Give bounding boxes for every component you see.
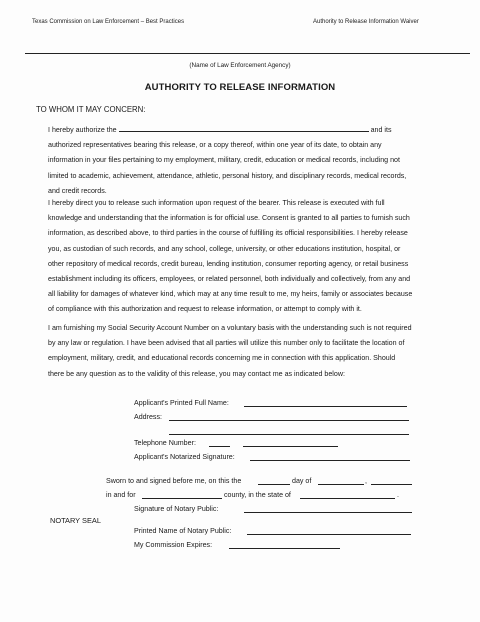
address-line-1 bbox=[169, 420, 409, 421]
agency-caption: (Name of Law Enforcement Agency) bbox=[189, 62, 291, 69]
telephone-area-line bbox=[209, 446, 230, 447]
day-of-text: day of bbox=[292, 477, 312, 485]
page-title: AUTHORITY TO RELEASE INFORMATION bbox=[144, 82, 336, 93]
paragraph-authorize bbox=[48, 123, 413, 199]
notary-seal-label: NOTARY SEAL bbox=[50, 516, 101, 525]
telephone-label: Telephone Number: bbox=[134, 439, 196, 447]
sworn-comma: , bbox=[365, 477, 367, 485]
authorize-rest: authorized representatives bearing this release, or a copy thereof, within one year of its date, to obtain any information in your files pertaining to my employment, military, credit, education or medical records, including not limited to academic, achievement, attendance, athletic, personal history, and disciplinary records, medical records, and credit records. bbox=[48, 141, 407, 195]
authorized-party-blank bbox=[119, 125, 369, 132]
applicant-signature-line bbox=[250, 460, 410, 461]
notary-printed-name-line bbox=[247, 534, 411, 535]
sworn-year-line bbox=[371, 484, 412, 485]
salutation: TO WHOM IT MAY CONCERN: bbox=[36, 105, 146, 114]
notary-signature-label: Signature of Notary Public: bbox=[134, 505, 219, 513]
applicant-name-label: Applicant's Printed Full Name: bbox=[134, 399, 229, 407]
notary-signature-line bbox=[244, 512, 412, 513]
in-and-for-text: in and for bbox=[106, 491, 136, 499]
address-label: Address: bbox=[134, 413, 162, 421]
header-right: Authority to Release Information Waiver bbox=[313, 19, 419, 25]
applicant-name-line bbox=[244, 406, 407, 407]
county-state-text: county, in the state of bbox=[224, 491, 291, 499]
sworn-month-line bbox=[318, 484, 364, 485]
state-line bbox=[300, 498, 395, 499]
commission-expires-label: My Commission Expires: bbox=[134, 541, 213, 549]
applicant-signature-label: Applicant's Notarized Signature: bbox=[134, 453, 235, 461]
sworn-text: Sworn to and signed before me, on this the bbox=[106, 477, 242, 485]
notary-printed-name-label: Printed Name of Notary Public: bbox=[134, 527, 232, 535]
state-period: . bbox=[397, 491, 399, 499]
header-left: Texas Commission on Law Enforcement – Best Practices bbox=[32, 19, 185, 25]
paragraph-ssn: I am furnishing my Social Security Account Number on a voluntary basis with the understanding such is not required by any law or regulation. I have been advised that all parties will utilize this number only to facilitate the location of employment, military, credit, and educational records concerning me in connection with this application. Should there be any question as to the validity of this release, you may contact me as indicated below: bbox=[48, 324, 412, 378]
county-line bbox=[142, 498, 222, 499]
paragraph-release: I hereby direct you to release such information upon request of the bearer. This release is executed with full knowledge and understanding that the information is for official use. Consent is granted to all parties to furnish such information, as described above, to third parties in the course of fulfilling its official responsibilities. I hereby release you, as custodian of such records, and any school, college, university, or other educations institution, hospital, or other repository of medical records, credit bureau, lending institution, consumer reporting agency, or retail business establishment including its officers, employees, or related personnel, both individually and collectively, from any and all liability for damages of whatever kind, which may at any time result to me, my heirs, family or associates because of compliance with this authorization and request to release information, or attempt to comply with it. bbox=[48, 199, 413, 314]
telephone-number-line bbox=[243, 446, 338, 447]
authorize-trail: and its bbox=[370, 126, 392, 134]
address-line-2 bbox=[169, 434, 409, 435]
agency-name-line bbox=[25, 53, 470, 54]
sworn-day-line bbox=[258, 484, 290, 485]
authorize-lead: I hereby authorize the bbox=[48, 126, 117, 134]
commission-expires-line bbox=[229, 548, 340, 549]
